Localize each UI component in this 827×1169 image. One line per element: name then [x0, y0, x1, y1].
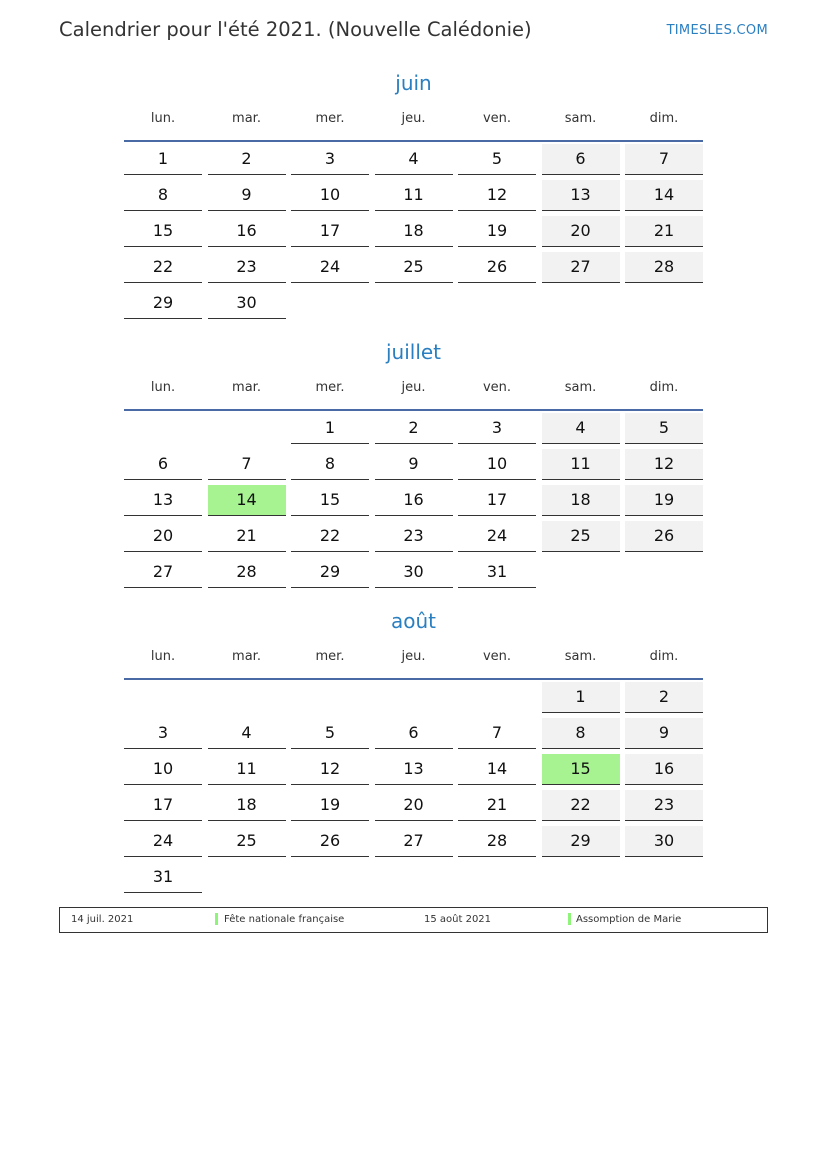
weekday-header	[124, 634, 703, 680]
month-0	[124, 70, 703, 312]
day-cell: 8	[542, 718, 620, 749]
holiday-marker	[568, 913, 571, 925]
day-cell: 24	[458, 521, 536, 552]
day-cell: 16	[375, 485, 453, 516]
day-cell: 11	[208, 754, 286, 785]
day-cell: 30	[625, 826, 703, 857]
holiday-day-cell: 14	[208, 485, 286, 516]
weekday-label: mer.	[315, 649, 345, 664]
day-cell: 26	[458, 252, 536, 283]
weekday-label: lun.	[150, 111, 176, 126]
day-cell: 26	[291, 826, 369, 857]
day-cell: 5	[625, 413, 703, 444]
day-cell: 8	[291, 449, 369, 480]
day-cell: 1	[291, 413, 369, 444]
day-cell: 13	[124, 485, 202, 516]
day-cell: 14	[458, 754, 536, 785]
day-cell: 20	[124, 521, 202, 552]
weekday-label: jeu.	[401, 380, 426, 395]
day-cell: 16	[625, 754, 703, 785]
day-cell: 1	[542, 682, 620, 713]
day-cell: 21	[208, 521, 286, 552]
day-cell: 4	[542, 413, 620, 444]
weekday-label: dim.	[649, 380, 679, 395]
weekday-label: mer.	[315, 380, 345, 395]
day-cell: 3	[124, 718, 202, 749]
weekday-label: sam.	[564, 111, 597, 126]
legend-label: Fête nationale française	[224, 914, 345, 925]
weekday-label: jeu.	[401, 111, 426, 126]
page-title: Calendrier pour l'été 2021. (Nouvelle Calédonie)	[59, 18, 532, 41]
day-cell: 8	[124, 180, 202, 211]
day-cell: 10	[291, 180, 369, 211]
day-cell: 5	[458, 144, 536, 175]
day-cell: 18	[208, 790, 286, 821]
day-cell: 7	[208, 449, 286, 480]
weekday-label: sam.	[564, 380, 597, 395]
day-cell: 5	[291, 718, 369, 749]
day-cell: 20	[375, 790, 453, 821]
holiday-legend	[59, 907, 768, 933]
day-cell: 15	[291, 485, 369, 516]
day-cell: 30	[208, 288, 286, 319]
day-cell: 25	[542, 521, 620, 552]
day-cell: 22	[291, 521, 369, 552]
weekday-label: mar.	[232, 380, 261, 395]
weekday-label: mar.	[232, 111, 261, 126]
day-cell: 9	[375, 449, 453, 480]
day-cell: 12	[458, 180, 536, 211]
day-cell: 18	[375, 216, 453, 247]
legend-date: 15 août 2021	[424, 914, 492, 925]
day-cell: 24	[124, 826, 202, 857]
day-cell: 2	[625, 682, 703, 713]
day-cell: 17	[291, 216, 369, 247]
day-cell: 29	[542, 826, 620, 857]
day-cell: 9	[625, 718, 703, 749]
legend-date: 14 juil. 2021	[71, 914, 134, 925]
day-cell: 20	[542, 216, 620, 247]
day-cell: 29	[291, 557, 369, 588]
day-cell: 16	[208, 216, 286, 247]
day-cell: 21	[458, 790, 536, 821]
day-cell: 10	[124, 754, 202, 785]
day-cell: 19	[625, 485, 703, 516]
day-cell: 25	[375, 252, 453, 283]
day-cell: 13	[542, 180, 620, 211]
brand-link[interactable]: TIMESLES.COM	[666, 23, 768, 38]
day-cell: 31	[124, 862, 202, 893]
month-name: août	[390, 609, 436, 633]
weekday-label: lun.	[150, 380, 176, 395]
weekday-label: jeu.	[401, 649, 426, 664]
day-cell: 6	[542, 144, 620, 175]
weekday-header	[124, 96, 703, 142]
weekday-label: mer.	[315, 111, 345, 126]
day-cell: 12	[625, 449, 703, 480]
day-cell: 12	[291, 754, 369, 785]
day-cell: 27	[124, 557, 202, 588]
day-cell: 11	[542, 449, 620, 480]
day-cell: 24	[291, 252, 369, 283]
day-cell: 4	[208, 718, 286, 749]
day-cell: 6	[375, 718, 453, 749]
day-cell: 6	[124, 449, 202, 480]
month-name: juin	[395, 71, 432, 95]
weekday-label: mar.	[232, 649, 261, 664]
weekday-label: ven.	[482, 111, 512, 126]
day-cell: 3	[458, 413, 536, 444]
day-cell: 1	[124, 144, 202, 175]
weekday-label: sam.	[564, 649, 597, 664]
month-2	[124, 608, 703, 886]
day-cell: 30	[375, 557, 453, 588]
day-cell: 25	[208, 826, 286, 857]
day-cell: 22	[542, 790, 620, 821]
day-cell: 28	[458, 826, 536, 857]
day-cell: 28	[625, 252, 703, 283]
day-cell: 2	[375, 413, 453, 444]
day-cell: 9	[208, 180, 286, 211]
day-cell: 23	[625, 790, 703, 821]
legend-label: Assomption de Marie	[576, 914, 682, 925]
day-cell: 23	[208, 252, 286, 283]
day-cell: 14	[625, 180, 703, 211]
day-cell: 27	[542, 252, 620, 283]
day-cell: 29	[124, 288, 202, 319]
weekday-label: dim.	[649, 649, 679, 664]
weekday-label: ven.	[482, 380, 512, 395]
day-cell: 4	[375, 144, 453, 175]
day-cell: 10	[458, 449, 536, 480]
day-cell: 17	[458, 485, 536, 516]
day-cell: 7	[625, 144, 703, 175]
day-cell: 31	[458, 557, 536, 588]
day-cell: 19	[458, 216, 536, 247]
day-cell: 28	[208, 557, 286, 588]
page-header	[59, 18, 768, 48]
day-cell: 13	[375, 754, 453, 785]
weekday-label: dim.	[649, 111, 679, 126]
month-1	[124, 339, 703, 581]
weekday-label: ven.	[482, 649, 512, 664]
day-cell: 27	[375, 826, 453, 857]
day-cell: 18	[542, 485, 620, 516]
day-cell: 7	[458, 718, 536, 749]
day-cell: 23	[375, 521, 453, 552]
day-cell: 22	[124, 252, 202, 283]
day-cell: 21	[625, 216, 703, 247]
day-cell: 15	[124, 216, 202, 247]
day-cell: 19	[291, 790, 369, 821]
holiday-day-cell: 15	[542, 754, 620, 785]
holiday-marker	[215, 913, 218, 925]
day-cell: 3	[291, 144, 369, 175]
weekday-header	[124, 365, 703, 411]
weekday-label: lun.	[150, 649, 176, 664]
day-cell: 26	[625, 521, 703, 552]
day-cell: 11	[375, 180, 453, 211]
day-cell: 17	[124, 790, 202, 821]
month-name: juillet	[385, 340, 442, 364]
day-cell: 2	[208, 144, 286, 175]
